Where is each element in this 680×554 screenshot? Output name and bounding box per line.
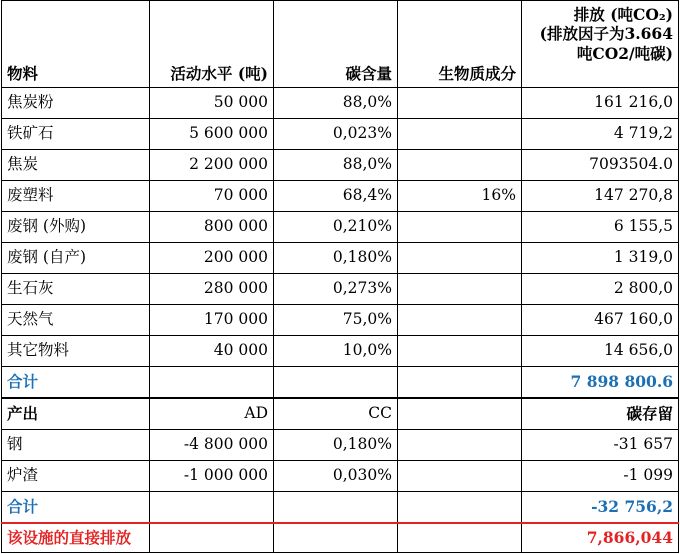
emission-cell: 147 270,8: [522, 181, 679, 212]
direct-emission-row: [2, 523, 679, 553]
direct-emission-value: 7,866,044: [522, 523, 679, 553]
input-total-value: 7 898 800.6: [522, 367, 679, 399]
table-row: [2, 243, 679, 274]
activity-cell: 40 000: [150, 336, 274, 367]
emission-cell: 4 719,2: [522, 119, 679, 150]
bio-cell: [398, 305, 522, 336]
empty-cell: [398, 492, 522, 524]
material-cell: 焦炭粉: [2, 88, 150, 119]
empty-cell: [274, 367, 398, 399]
activity-cell: 200 000: [150, 243, 274, 274]
carbon-cell: 68,4%: [274, 181, 398, 212]
output-header-row: [2, 398, 679, 430]
empty-cell: [398, 523, 522, 553]
header-material: 物料: [2, 1, 150, 88]
empty-cell: [274, 492, 398, 524]
bio-cell: [398, 243, 522, 274]
header-row: [2, 1, 679, 88]
carbon-cell: 0,180%: [274, 430, 398, 461]
header-emission-line3: 吨CO2/吨碳): [576, 43, 673, 63]
emission-cell: 14 656,0: [522, 336, 679, 367]
material-cell: 炉渣: [2, 461, 150, 492]
output-total-row: [2, 492, 679, 524]
material-cell: 生石灰: [2, 274, 150, 305]
activity-cell: -4 800 000: [150, 430, 274, 461]
output-header-label: 产出: [2, 398, 150, 430]
output-header-stock: 碳存留: [522, 398, 679, 430]
header-carbon: 碳含量: [274, 1, 398, 88]
table-row: [2, 461, 679, 492]
table-row: [2, 430, 679, 461]
bio-cell: [398, 461, 522, 492]
material-cell: 其它物料: [2, 336, 150, 367]
activity-cell: 50 000: [150, 88, 274, 119]
activity-cell: 5 600 000: [150, 119, 274, 150]
bio-cell: [398, 336, 522, 367]
output-total-label: 合计: [2, 492, 150, 524]
bio-cell: [398, 150, 522, 181]
activity-cell: 800 000: [150, 212, 274, 243]
output-total-value: -32 756,2: [522, 492, 679, 524]
emission-cell: 467 160,0: [522, 305, 679, 336]
table-row: [2, 305, 679, 336]
empty-cell: [398, 367, 522, 399]
empty-cell: [150, 523, 274, 553]
carbon-cell: 0,030%: [274, 461, 398, 492]
bio-cell: [398, 430, 522, 461]
carbon-cell: 10,0%: [274, 336, 398, 367]
empty-cell: [398, 398, 522, 430]
table-row: [2, 212, 679, 243]
material-cell: 钢: [2, 430, 150, 461]
bio-cell: [398, 274, 522, 305]
carbon-cell: 88,0%: [274, 88, 398, 119]
activity-cell: 170 000: [150, 305, 274, 336]
input-total-label: 合计: [2, 367, 150, 399]
activity-cell: 70 000: [150, 181, 274, 212]
emission-cell: 6 155,5: [522, 212, 679, 243]
material-cell: 铁矿石: [2, 119, 150, 150]
carbon-cell: 75,0%: [274, 305, 398, 336]
carbon-cell: 0,273%: [274, 274, 398, 305]
table-row: [2, 336, 679, 367]
material-cell: 废塑料: [2, 181, 150, 212]
activity-cell: 280 000: [150, 274, 274, 305]
input-total-row: [2, 367, 679, 399]
empty-cell: [274, 523, 398, 553]
material-cell: 废钢 (外购): [2, 212, 150, 243]
emissions-table: [1, 0, 679, 553]
table-row: [2, 150, 679, 181]
bio-cell: [398, 212, 522, 243]
bio-cell: 16%: [398, 181, 522, 212]
table-row: [2, 119, 679, 150]
emission-cell: 1 319,0: [522, 243, 679, 274]
header-activity: 活动水平 (吨): [150, 1, 274, 88]
output-header-cc: CC: [274, 398, 398, 430]
material-cell: 废钢 (自产): [2, 243, 150, 274]
table-row: [2, 274, 679, 305]
material-cell: 焦炭: [2, 150, 150, 181]
emission-cell: -31 657: [522, 430, 679, 461]
empty-cell: [150, 367, 274, 399]
emission-cell: 161 216,0: [522, 88, 679, 119]
emission-cell: 7093504.0: [522, 150, 679, 181]
activity-cell: 2 200 000: [150, 150, 274, 181]
bio-cell: [398, 88, 522, 119]
output-header-ad: AD: [150, 398, 274, 430]
empty-cell: [150, 492, 274, 524]
header-emission-line2: (排放因子为3.664: [539, 24, 673, 44]
activity-cell: -1 000 000: [150, 461, 274, 492]
emission-cell: 2 800,0: [522, 274, 679, 305]
header-bio: 生物质成分: [398, 1, 522, 88]
table-row: [2, 88, 679, 119]
carbon-cell: 0,023%: [274, 119, 398, 150]
header-emission-line1: 排放 (吨CO₂): [573, 5, 673, 24]
direct-emission-label: 该设施的直接排放: [2, 523, 150, 553]
emission-cell: -1 099: [522, 461, 679, 492]
carbon-cell: 88,0%: [274, 150, 398, 181]
table-row: [2, 181, 679, 212]
material-cell: 天然气: [2, 305, 150, 336]
bio-cell: [398, 119, 522, 150]
carbon-cell: 0,180%: [274, 243, 398, 274]
header-emission: [522, 1, 679, 88]
carbon-cell: 0,210%: [274, 212, 398, 243]
